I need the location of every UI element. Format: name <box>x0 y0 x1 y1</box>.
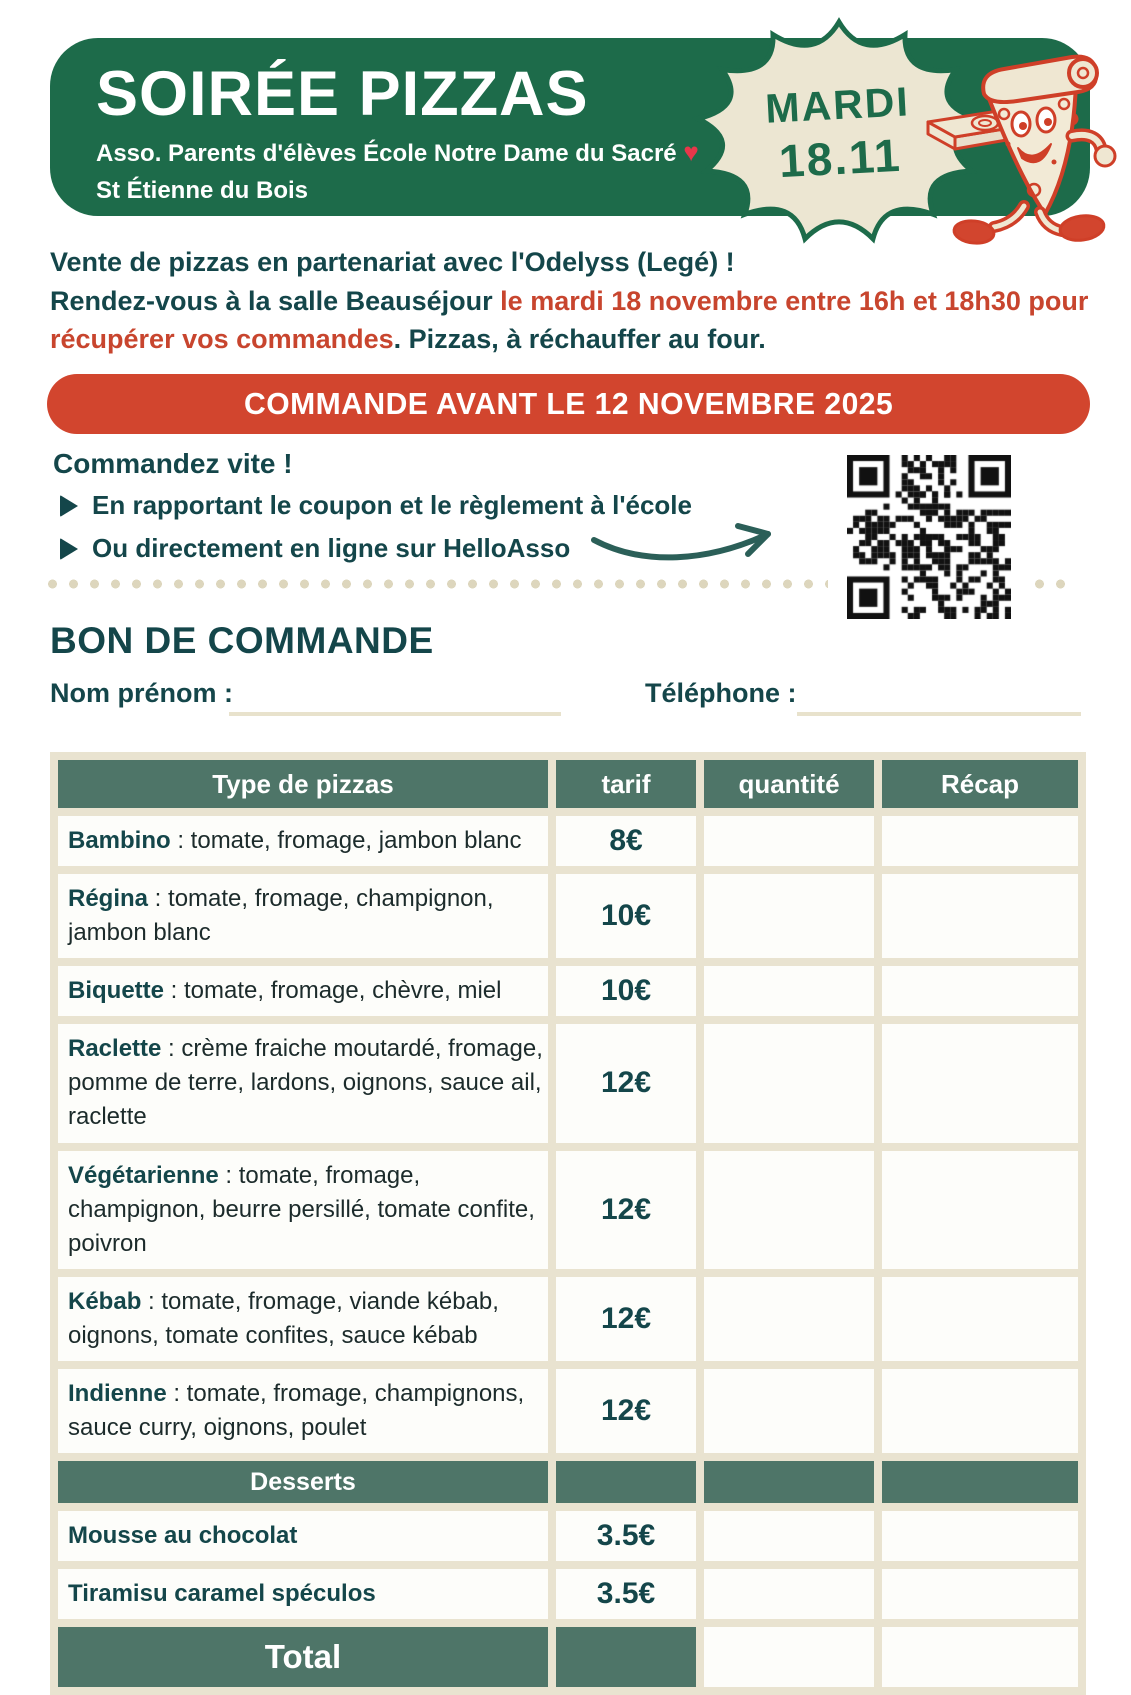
price-cell: 12€ <box>556 1369 696 1453</box>
pizza-name: Kébab <box>68 1287 142 1315</box>
intro-paragraph <box>50 243 1098 359</box>
recap-cell[interactable] <box>882 1277 1078 1361</box>
desserts-section-header: Desserts <box>58 1461 548 1503</box>
price-cell: 12€ <box>556 1151 696 1269</box>
column-header-type: Type de pizzas <box>58 760 548 808</box>
quantity-cell[interactable] <box>704 1277 874 1361</box>
total-label-cell: Total <box>58 1627 548 1687</box>
pizza-name: Bambino <box>68 827 171 854</box>
recap-cell[interactable] <box>882 874 1078 958</box>
dessert-name-cell <box>58 1569 548 1619</box>
column-header-quantite: quantité <box>704 760 874 808</box>
pizza-name: Raclette <box>68 1035 162 1063</box>
recap-cell[interactable] <box>882 966 1078 1016</box>
desserts-header-spacer <box>704 1461 874 1503</box>
intro-highlight: le mardi 18 novembre entre 16h et 18h30 pour récupérer vos commandes <box>50 285 1089 354</box>
price-cell: 10€ <box>556 966 696 1016</box>
quantity-cell[interactable] <box>704 1569 874 1619</box>
pizza-name-cell <box>58 1024 548 1142</box>
pizza-name-cell <box>58 816 548 866</box>
qr-code <box>828 442 1030 640</box>
desserts-header-spacer <box>556 1461 696 1503</box>
price-cell: 10€ <box>556 874 696 958</box>
pizza-name-cell <box>58 1151 548 1269</box>
pizza-name-cell <box>58 966 548 1016</box>
pizza-description: Kébab : tomate, fromage, viande kébab, oignons, tomate confites, sauce kébab <box>68 1287 499 1349</box>
recap-cell[interactable] <box>882 1369 1078 1453</box>
recap-cell[interactable] <box>882 816 1078 866</box>
intro-line-2: Rendez-vous à la salle Beauséjour le mardi 18 novembre entre 16h et 18h30 pour récupérer vos commandes. Pizzas, à réchauffer au four. <box>50 285 1089 354</box>
name-field-label: Nom prénom : <box>50 678 234 708</box>
quantity-cell[interactable] <box>704 1024 874 1142</box>
bullet-item-coupon <box>60 490 692 521</box>
pizza-description: Indienne : tomate, fromage, champignons, sauce curry, oignons, poulet <box>68 1379 525 1442</box>
desserts-header-spacer <box>882 1461 1078 1503</box>
recap-cell[interactable] <box>882 1511 1078 1561</box>
pizza-name-cell <box>58 1277 548 1361</box>
pizza-description: Régina : tomate, fromage, champignon, jambon blanc <box>68 885 494 947</box>
deadline-banner <box>47 374 1090 434</box>
price-cell: 12€ <box>556 1277 696 1361</box>
price-cell: 8€ <box>556 816 696 866</box>
total-tarif-spacer <box>556 1627 696 1687</box>
pizza-description: Végétarienne : tomate, fromage, champignon, beurre persillé, tomate confite, poivron <box>68 1161 535 1257</box>
total-quantity-cell[interactable] <box>704 1627 874 1687</box>
page-title: SOIRÉE PIZZAS <box>96 59 589 129</box>
recap-cell[interactable] <box>882 1024 1078 1142</box>
pizza-description: Biquette : tomate, fromage, chèvre, miel <box>68 977 502 1005</box>
deadline-text: COMMANDE AVANT LE 12 NOVEMBRE 2025 <box>243 386 894 421</box>
arrow-bullet-icon <box>60 495 78 517</box>
phone-field-input[interactable] <box>797 712 1081 716</box>
dessert-name-cell <box>58 1511 548 1561</box>
dessert-name: Tiramisu caramel spéculos <box>68 1580 376 1608</box>
quantity-cell[interactable] <box>704 816 874 866</box>
quantity-cell[interactable] <box>704 1511 874 1561</box>
pizza-name: Végétarienne <box>68 1161 219 1189</box>
pizza-name: Indienne <box>68 1379 167 1407</box>
subtitle-line-2: St Étienne du Bois <box>96 177 309 204</box>
badge-day: MARDI <box>764 77 911 132</box>
price-cell: 3.5€ <box>556 1569 696 1619</box>
pizza-mascot-icon <box>922 44 1124 242</box>
curved-arrow-icon <box>588 518 793 580</box>
pizza-name: Régina <box>68 885 149 913</box>
name-field-input[interactable] <box>229 712 561 716</box>
phone-field-label: Téléphone : <box>645 678 797 708</box>
pizza-description: Raclette : crème fraiche moutardé, fromage, pomme de terre, lardons, oignons, sauce ail, raclette <box>68 1035 543 1131</box>
total-recap-cell[interactable] <box>882 1627 1078 1687</box>
arrow-bullet-icon <box>60 538 78 560</box>
subtitle-line-1: Asso. Parents d'élèves École Notre Dame du Sacré ♥ <box>96 137 699 167</box>
quantity-cell[interactable] <box>704 1151 874 1269</box>
column-header-tarif: tarif <box>556 760 696 808</box>
order-heading: Commandez vite ! <box>53 448 293 479</box>
quantity-cell[interactable] <box>704 874 874 958</box>
order-form-title: BON DE COMMANDE <box>50 620 434 661</box>
recap-cell[interactable] <box>882 1151 1078 1269</box>
price-cell: 12€ <box>556 1024 696 1142</box>
dessert-name: Mousse au chocolat <box>68 1522 298 1550</box>
quantity-cell[interactable] <box>704 966 874 1016</box>
intro-line-1: Vente de pizzas en partenariat avec l'Odelyss (Legé) ! <box>50 247 735 277</box>
recap-cell[interactable] <box>882 1569 1078 1619</box>
column-header-recap: Récap <box>882 760 1078 808</box>
pizza-name: Biquette <box>68 977 164 1005</box>
price-cell: 3.5€ <box>556 1511 696 1561</box>
pizza-name-cell <box>58 1369 548 1453</box>
header-subtitle <box>96 134 699 209</box>
pizza-name-cell <box>58 874 548 958</box>
pizza-description: Bambino : tomate, fromage, jambon blanc <box>68 827 522 854</box>
qr-code-canvas <box>847 455 1011 619</box>
badge-date: 18.11 <box>777 128 903 187</box>
heart-icon: ♥ <box>683 137 699 167</box>
bullet-label: En rapportant le coupon et le règlement à l'école <box>92 490 692 520</box>
bullet-label: Ou directement en ligne sur HelloAsso <box>92 533 571 563</box>
quantity-cell[interactable] <box>704 1369 874 1453</box>
bullet-item-helloasso <box>60 533 570 564</box>
order-table <box>50 752 1086 1695</box>
